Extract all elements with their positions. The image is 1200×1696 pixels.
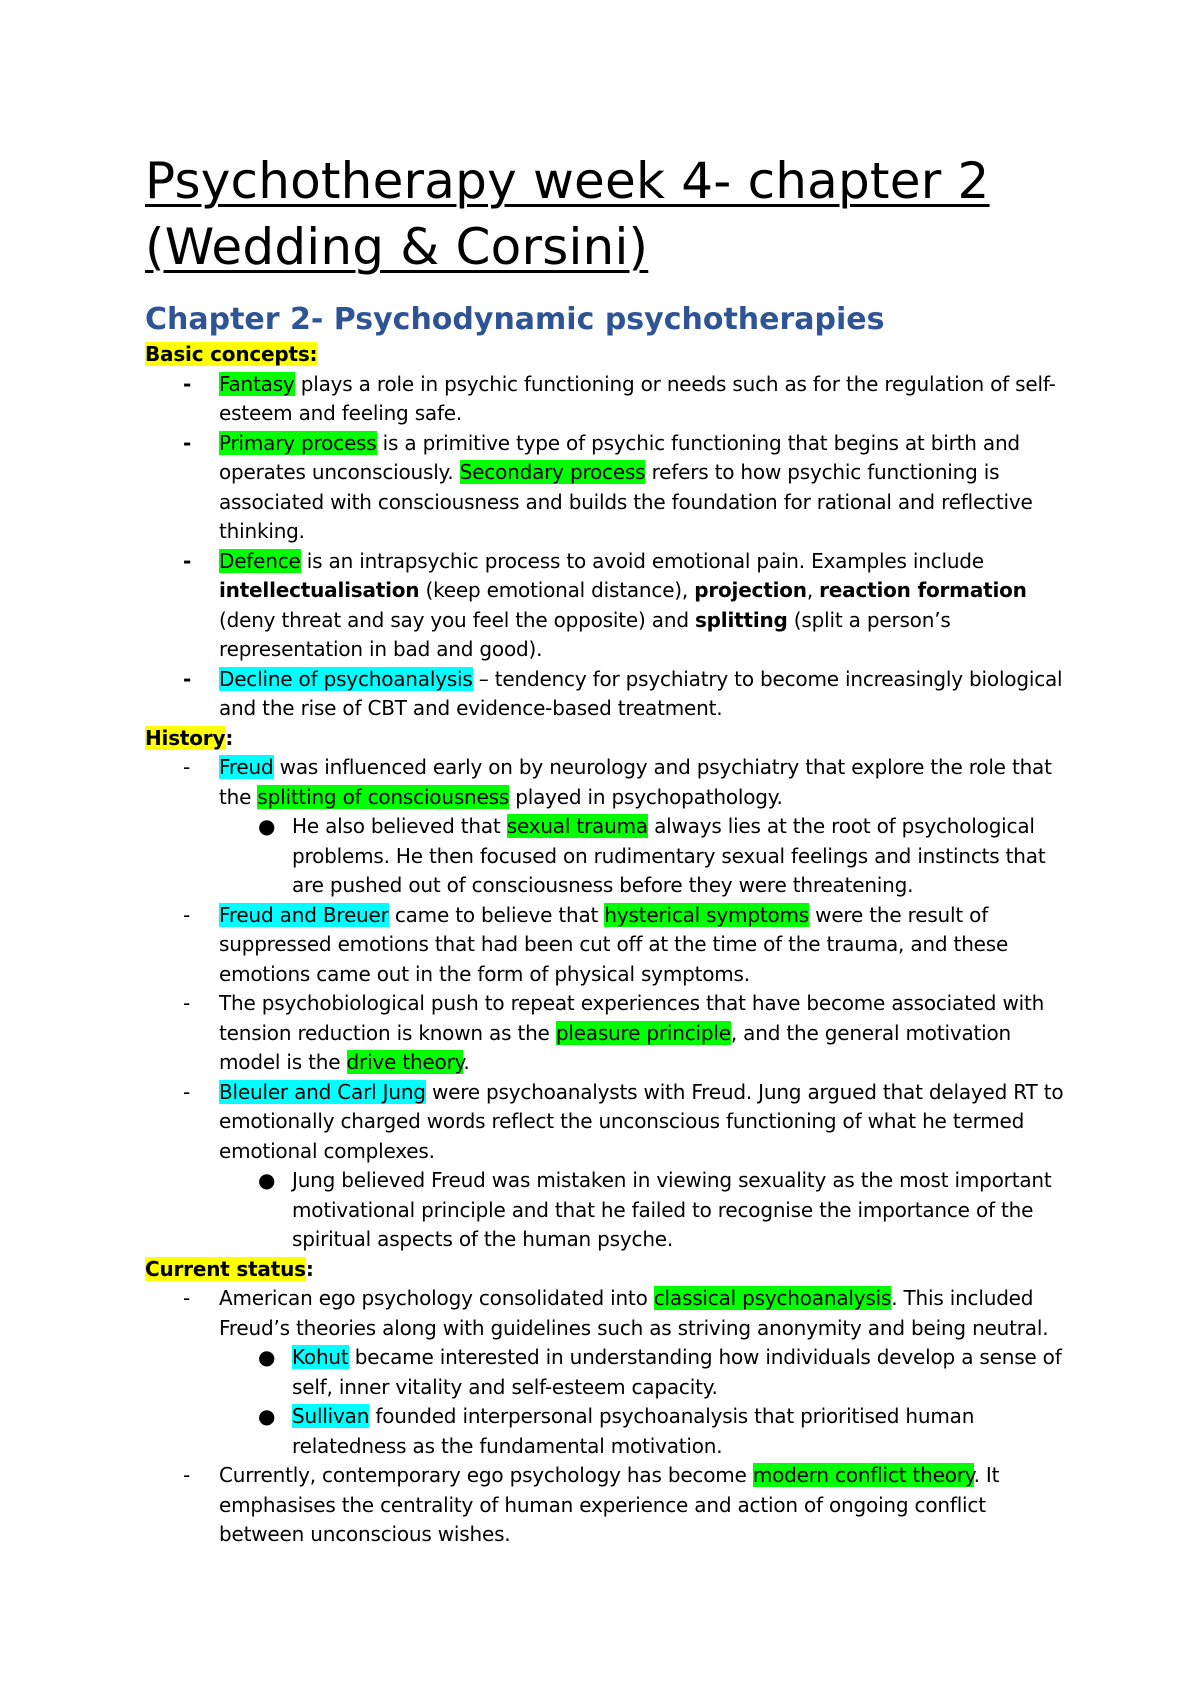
dash-marker: - — [183, 371, 192, 396]
highlight-term: pleasure principle — [555, 1020, 731, 1045]
list-item: - Decline of psychoanalysis – tendency for psychiatry to become increasingly biological and the rise of CBT and evidence-based treatment. — [183, 666, 1063, 720]
bullet-marker: ● — [258, 1345, 276, 1369]
highlight-term: Decline of psychoanalysis — [219, 666, 473, 691]
highlight-term: hysterical symptoms — [604, 902, 809, 927]
sub-list-item: ● Jung believed Freud was mistaken in viewing sexuality as the most important motivational principle and that he failed to recognise the importance of the spiritual aspects of the human psyche. — [258, 1168, 1052, 1251]
highlight-term: sexual trauma — [506, 814, 648, 838]
dash-marker: - — [183, 1079, 191, 1104]
highlight-term: Kohut — [292, 1345, 349, 1369]
highlight-term: Secondary process — [459, 460, 646, 484]
highlight-term: Defence — [219, 548, 301, 573]
dash-marker: - — [183, 666, 192, 691]
chapter-heading: Chapter 2- Psychodynamic psychotherapies — [145, 302, 885, 337]
sub-list-item: ● Sullivan founded interpersonal psychoanalysis that prioritised human relatedness as the fundamental motivation. — [258, 1404, 975, 1458]
highlight-term: classical psychoanalysis — [653, 1286, 892, 1310]
sub-list-item: ● Kohut became interested in understanding how individuals develop a sense of self, inner vitality and self-esteem capacity. — [258, 1345, 1062, 1399]
list-item: - Currently, contemporary ego psychology has become modern conflict theory. It emphasises the centrality of human experience and action of ongoing conflict between unconscious wishes. — [183, 1463, 1000, 1546]
list-item: - Primary process is a primitive type of psychic functioning that begins at birth and operates unconsciously. Secondary process refers to how psychic functioning is associated with consciousness and builds the foundation for rational and reflective thinking. — [183, 430, 1033, 543]
highlight-term: Freud and Breuer — [219, 902, 389, 927]
bullet-marker: ● — [258, 814, 276, 838]
dash-marker: - — [183, 755, 191, 779]
dash-marker: - — [183, 1463, 191, 1487]
highlight-term: splitting of consciousness — [257, 784, 510, 809]
document-title: Psychotherapy week 4- chapter 2 (Wedding & Corsini) — [145, 152, 990, 276]
list-item: - American ego psychology consolidated into classical psychoanalysis. This included Freud’s theories along with guidelines such as striving anonymity and being neutral. — [183, 1286, 1049, 1340]
list-item: - Bleuler and Carl Jung were psychoanalysts with Freud. Jung argued that delayed RT to emotionally charged words reflect the unconscious functioning of what he termed emotional complexes. — [183, 1079, 1064, 1163]
highlight-term: drive theory — [346, 1050, 464, 1074]
highlight-term: Fantasy — [219, 371, 295, 396]
list-item: - Freud and Breuer came to believe that hysterical symptoms were the result of suppressed emotions that had been cut off at the time of the trauma, and these emotions came out in the form of physical symptoms. — [183, 902, 1009, 986]
dash-marker: - — [183, 430, 192, 455]
section-heading-basic-concepts: Basic concepts: — [145, 342, 318, 366]
highlight-term: modern conflict theory — [752, 1463, 974, 1487]
dash-marker: - — [183, 1286, 191, 1310]
dash-marker: - — [183, 902, 191, 927]
highlight-term: Sullivan — [292, 1404, 370, 1428]
document-body — [145, 340, 1075, 1550]
dash-marker: - — [183, 548, 192, 573]
list-item: - Defence is an intrapsychic process to avoid emotional pain. Examples include intellectualisation (keep emotional distance), projection, reaction formation (deny threat and say you feel the opposite) and splitting (split a person’s representation in bad and good). — [183, 548, 1027, 661]
sub-list-item: ● He also believed that sexual trauma always lies at the root of psychological problems. He then focused on rudimentary sexual feelings and instincts that are pushed out of consciousness before they were threatening. — [258, 814, 1046, 897]
list-item: - The psychobiological push to repeat experiences that have become associated with tension reduction is known as the pleasure principle, and the general motivation model is the drive theory. — [183, 991, 1045, 1074]
section-heading-current-status: Current status: — [145, 1256, 314, 1281]
list-item: - Fantasy plays a role in psychic functioning or needs such as for the regulation of self-esteem and feeling safe. — [183, 371, 1056, 425]
highlight-term: Freud — [219, 755, 274, 779]
section-heading-history: History: — [145, 725, 234, 750]
dash-marker: - — [183, 991, 191, 1015]
highlight-term: Primary process — [219, 430, 377, 455]
bullet-marker: ● — [258, 1404, 276, 1428]
bullet-marker: ● — [258, 1168, 276, 1192]
list-item: - Freud was influenced early on by neurology and psychiatry that explore the role that the splitting of consciousness played in psychopathology. — [183, 755, 1052, 809]
highlight-term: Bleuler and Carl Jung — [219, 1079, 426, 1104]
